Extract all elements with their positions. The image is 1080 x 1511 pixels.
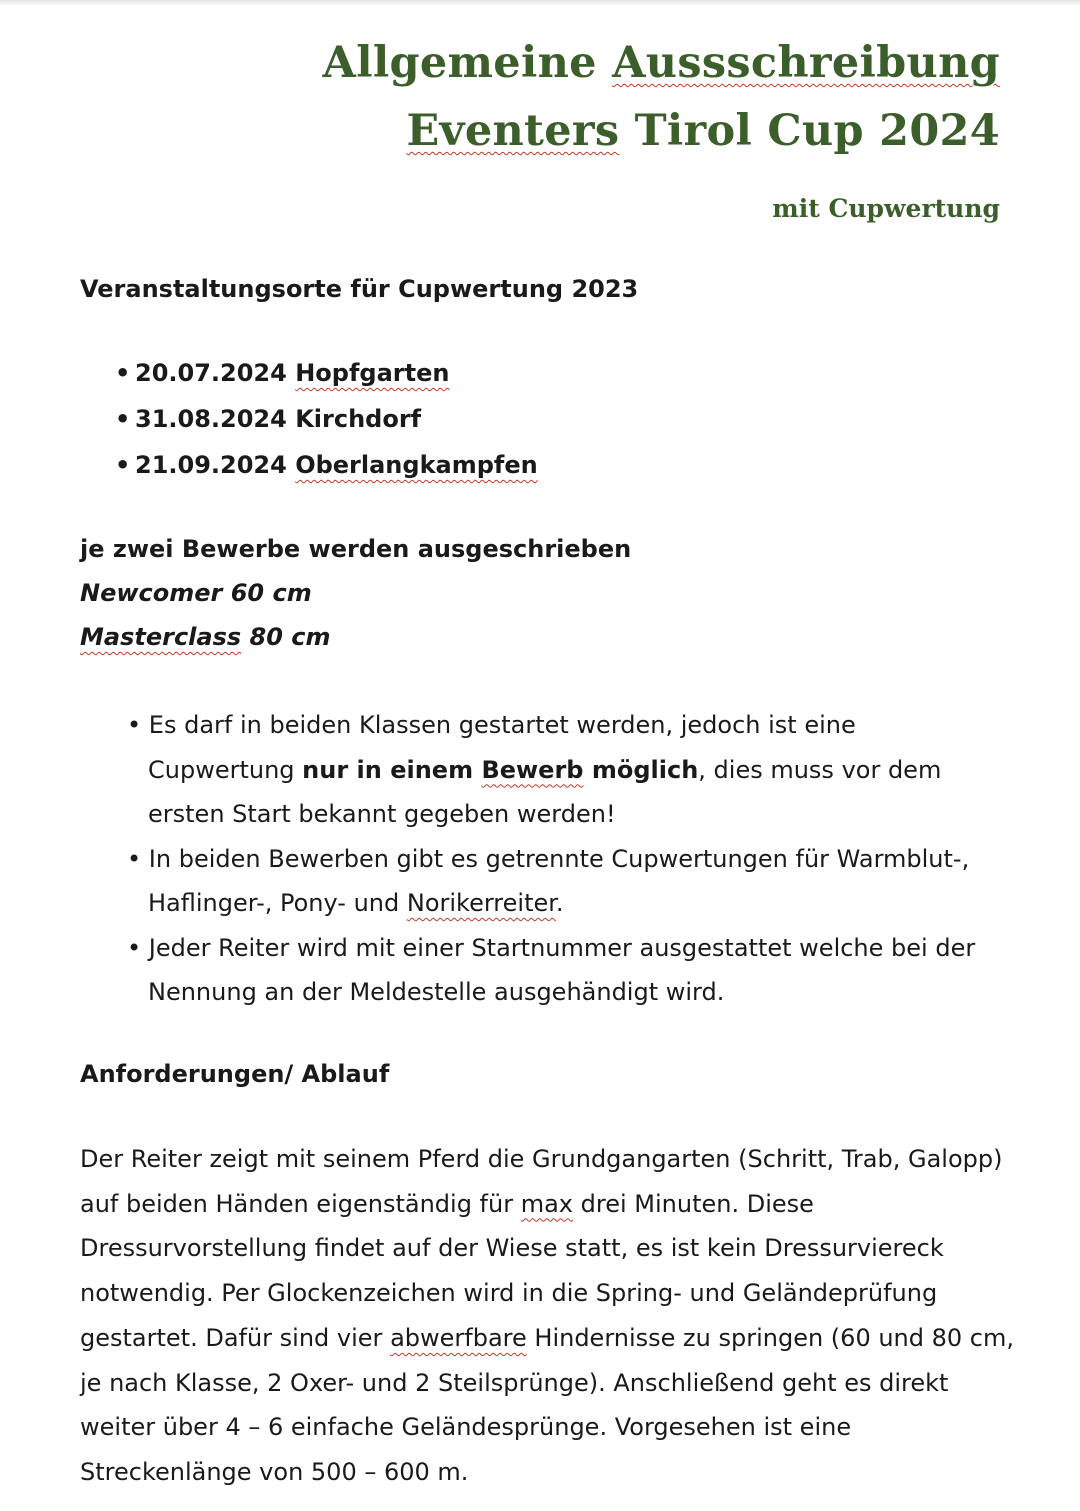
title-word-tirol-cup: Tirol Cup 2024 — [619, 106, 1000, 156]
paragraph-line: weiter über 4 – 6 einfache Geländesprünge. Vorgesehen ist eine — [80, 1413, 852, 1442]
rule-item: • Jeder Reiter wird mit einer Startnummer ausgestattet welche bei der Nennung an der Meldestelle ausgehändigt wird. — [127, 933, 976, 1006]
title-word-aussschreibung: Aussschreibung — [612, 38, 1000, 88]
document-title-line-1 — [323, 38, 1000, 88]
venues-heading: Veranstaltungsorte für Cupwertung 2023 — [80, 275, 639, 303]
rule-text: In beiden Bewerben gibt es getrennte Cupwertungen für Warmblut-, Haflinger-, Pony- und — [148, 844, 970, 917]
rule-emphasis-text: möglich — [583, 755, 699, 784]
venue-item — [115, 356, 538, 402]
requirements-heading: Anforderungen/ Ablauf — [80, 1060, 390, 1088]
line-text: Hindernisse zu springen (60 und 80 cm, — [526, 1323, 1014, 1352]
line-text: auf beiden Händen eigenständig für — [80, 1189, 521, 1218]
venue-date: 20.07.2024 — [135, 359, 287, 387]
paragraph-line — [80, 1316, 1014, 1361]
venue-date: 31.08.2024 — [135, 405, 287, 433]
rules-list — [115, 703, 1005, 1015]
line-word: abwerfbare — [390, 1323, 527, 1352]
bullet-icon: • — [115, 451, 131, 479]
document-title-line-2 — [406, 106, 1000, 156]
rule-emphasis — [302, 756, 698, 784]
venue-place: Hopfgarten — [295, 359, 450, 387]
rule-emphasis-word: Bewerb — [481, 755, 584, 784]
rule-text: Es darf in beiden Klassen gestartet werden, jedoch ist eine Cupwertung — [148, 711, 856, 784]
bullet-icon: • — [115, 359, 131, 387]
title-word-eventers: Eventers — [406, 106, 620, 156]
line-text: drei Minuten. Diese — [573, 1189, 814, 1218]
rule-item: • Es darf in beiden Klassen gestartet werden, jedoch ist eine Cupwertung nur in einem Bewerb möglich, dies muss vor dem ersten Start bekannt gegeben werden! — [127, 711, 942, 828]
rule-text: , dies muss vor dem ersten Start bekannt gegeben werden! — [148, 755, 942, 828]
venue-item — [115, 448, 538, 494]
masterclass-height: 80 cm — [241, 623, 331, 651]
competitions-block — [80, 534, 631, 666]
requirements-paragraph — [80, 1137, 1014, 1495]
newcomer-class: Newcomer 60 cm — [80, 579, 312, 607]
venue-place: Kirchdorf — [295, 405, 422, 433]
rule-emphasis-text: nur in einem — [302, 755, 482, 784]
paragraph-line: Streckenlänge von 500 – 600 m. — [80, 1457, 469, 1486]
line-text: gestartet. Dafür sind vier — [80, 1323, 391, 1352]
competitions-intro: je zwei Bewerbe werden ausgeschrieben — [80, 535, 632, 563]
document-subtitle: mit Cupwertung — [772, 194, 1000, 223]
line-word: max — [520, 1189, 574, 1218]
rule-item: • In beiden Bewerben gibt es getrennte Cupwertungen für Warmblut-, Haflinger-, Pony- und Norikerreiter. — [127, 844, 970, 917]
masterclass-name: Masterclass — [80, 623, 242, 651]
paragraph-line: je nach Klasse, 2 Oxer- und 2 Steilsprünge). Anschließend geht es direkt — [80, 1368, 949, 1397]
venue-list — [115, 356, 538, 494]
rule-text: Jeder Reiter wird mit einer Startnummer ausgestattet welche bei der Nennung an der Meldestelle ausgehändigt wird. — [148, 933, 976, 1006]
bullet-icon: • — [115, 405, 131, 433]
rule-word: Norikerreiter — [406, 889, 556, 917]
venue-date: 21.09.2024 — [135, 451, 287, 479]
rule-text: . — [555, 889, 564, 917]
venue-place: Oberlangkampfen — [295, 451, 538, 479]
venue-item — [115, 402, 538, 448]
paragraph-line — [80, 1182, 1010, 1227]
paragraph-line: notwendig. Per Glockenzeichen wird in die Spring- und Geländeprüfung — [80, 1279, 938, 1308]
paragraph-line: Dressurvorstellung findet auf der Wiese statt, es ist kein Dressurviereck — [80, 1234, 944, 1263]
title-word-allgemeine: Allgemeine — [322, 38, 597, 88]
top-edge-shadow — [0, 0, 1080, 6]
masterclass-class — [80, 622, 631, 666]
paragraph-line: Der Reiter zeigt mit seinem Pferd die Grundgangarten (Schritt, Trab, Galopp) — [80, 1145, 1003, 1173]
